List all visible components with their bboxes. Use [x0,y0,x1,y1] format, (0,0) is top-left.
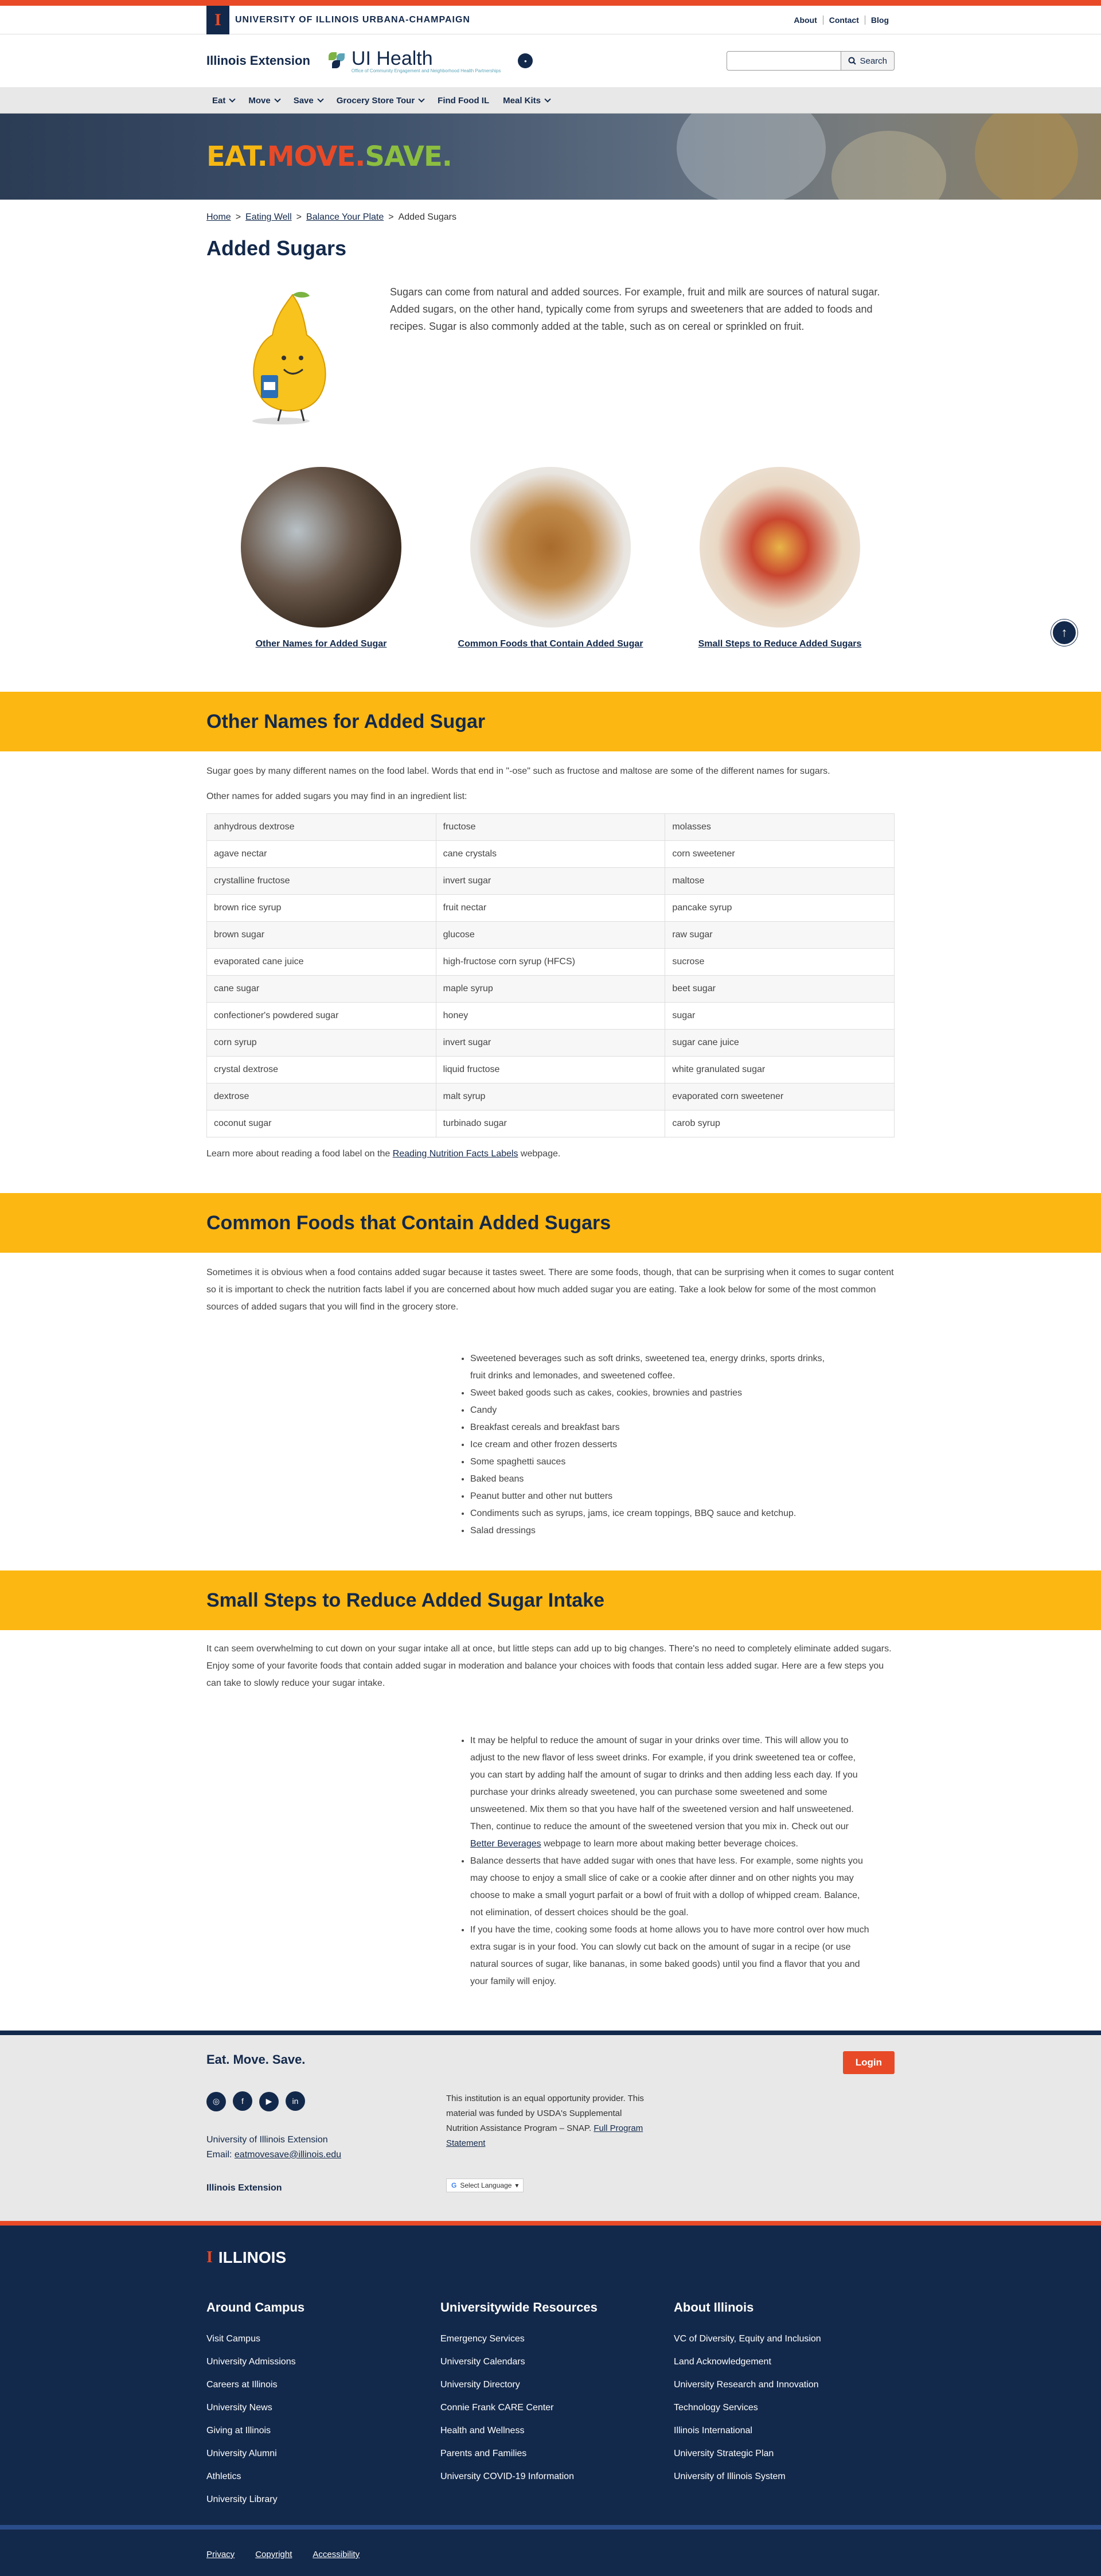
better-beverages-link[interactable]: Better Beverages [470,1839,541,1849]
list-item: • Ice cream and other frozen desserts [470,1436,837,1453]
university-brand[interactable] [206,6,470,34]
footer-link[interactable]: University Strategic Plan [674,2449,774,2458]
social-links [206,2091,312,2111]
table-cell: maltose [665,868,895,895]
table-cell: crystal dextrose [207,1057,436,1084]
footer-link[interactable]: University News [206,2403,272,2413]
full-program-statement-link[interactable]: Full Program Statement [446,2123,643,2148]
breadcrumb-home[interactable]: Home [206,212,231,222]
extension-logo[interactable]: Illinois Extension [206,53,310,68]
table-cell: molasses [665,814,895,841]
table-cell: invert sugar [436,1030,665,1057]
intro-section [206,283,895,432]
common-foods-p1: Sometimes it is obvious when a food contains added sugar because it tastes sweet. There are some foods, though, that can be surprising when it comes to sugar content so it is important to check the nutrition facts label if you are concerned about how much added sugar you are eating. Take a look below for some of the most common sources of added sugars that you will find in the grocery store. [206,1268,894,1312]
table-cell: carob syrup [665,1110,895,1137]
list-item: • If you have the time, cooking some foods at home allows you to have more control over how much extra sugar is in your food. You can slowly cut back on the amount of sugar in a recipe (or use natural sources of sugar, like bananas, in some baked goods) until you find a flavor that you and your family will enjoy. [470,1922,872,1990]
footer-col-resources: Universitywide Resources Emergency Services University Calendars University Directory Connie Frank CARE Center Health and Wellness Parents and Families University COVID-19 Information [440,2300,598,2488]
utility-links [788,15,895,25]
table-cell: liquid fructose [436,1057,665,1084]
topic-cards [206,467,895,649]
table-row [207,868,895,895]
other-names-p1: Sugar goes by many different names on the food label. Words that end in "-ose" such as fructose and maltose are some of the different names for sugars. [206,766,830,776]
footer-link[interactable]: Athletics [206,2472,241,2481]
list-item: • Salad dressings [470,1522,837,1540]
footer-brand: Eat. Move. Save. [206,2052,306,2067]
table-row [207,1110,895,1137]
section-small-steps-body [206,1640,895,1990]
search-button-label: Search [860,56,887,66]
back-to-top-button[interactable] [1051,619,1077,646]
language-select[interactable]: G Select Language ▾ [446,2179,524,2192]
breakfast-table-photo [700,467,860,628]
breadcrumb-eating-well[interactable]: Eating Well [245,212,292,222]
legal-links [206,2550,895,2559]
table-row [207,949,895,976]
table-cell: raw sugar [665,922,895,949]
footer-notice: This institution is an equal opportunity provider. This material was funded by USDA's Supplemental Nutrition Assistance Program – SNAP. Full Program Statement [446,2094,644,2148]
table-cell: white granulated sugar [665,1057,895,1084]
table-row [207,1084,895,1110]
privacy-link[interactable]: Privacy [206,2550,235,2559]
table-cell: brown sugar [207,922,436,949]
table-cell: maple syrup [436,976,665,1003]
table-cell: confectioner's powdered sugar [207,1003,436,1030]
table-row [207,895,895,922]
pear-mascot-illustration [206,283,378,432]
footer-link[interactable]: University Calendars [440,2357,525,2367]
hero-banner [0,114,1101,200]
uihealth-name: UI Health [351,47,433,69]
list-item: • Baked beans [470,1471,837,1488]
list-item: • Breakfast cereals and breakfast bars [470,1419,837,1436]
footer-contact: University of Illinois Extension Email: eatmovesave@illinois.edu [206,2133,341,2162]
footer-col-about: About Illinois VC of Diversity, Equity and Inclusion Land Acknowledgement University Research and Innovation Technology Services Illinois International University Strategic Plan University of Illinois System [674,2300,821,2488]
table-cell: crystalline fructose [207,868,436,895]
table-row [207,976,895,1003]
footer-link[interactable]: Emergency Services [440,2334,525,2344]
site-header [0,34,1101,87]
link-blog[interactable]: Blog [870,15,889,25]
list-item: • Sweet baked goods such as cakes, cookies, brownies and pastries [470,1385,837,1402]
chevron-down-icon [229,96,236,102]
footer-link[interactable]: Connie Frank CARE Center [440,2403,554,2413]
table-cell: malt syrup [436,1084,665,1110]
youtube-icon[interactable]: ▶ [259,2092,279,2111]
search-icon [848,57,856,65]
table-cell: agave nectar [207,841,436,868]
uihealth-subtitle: Office of Community Engagement and Neighborhood Health Partnerships [351,68,501,73]
footer-link[interactable]: Visit Campus [206,2334,260,2344]
section-other-names-title: Other Names for Added Sugar [206,710,486,732]
table-cell: fructose [436,814,665,841]
footer-link[interactable]: Giving at Illinois [206,2426,271,2435]
eat-move-save-logo: EAT.MOVE.SAVE. [206,141,452,173]
sugar-jars-photo [241,467,401,628]
section-other-names-header [0,692,1101,751]
nav-eat[interactable]: Eat [206,96,241,106]
partner-logos [206,49,533,73]
table-row [207,1003,895,1030]
footer-link[interactable]: University Admissions [206,2357,296,2367]
site-footer [0,2031,1101,2221]
small-steps-p1: It can seem overwhelming to cut down on your sugar intake all at once, but little steps can add up to big changes. There's no need to completely eliminate added sugars. Enjoy some of your favorite foods that contain added sugar in moderation and balance your choices with foods that contain less added sugar. Here are a few steps you can take to slowly reduce your sugar intake. [206,1644,892,1688]
table-cell: evaporated cane juice [207,949,436,976]
illinois-logo[interactable]: I ILLINOIS [206,2248,287,2266]
list-item: • Balance desserts that have added sugar with ones that have less. For example, some nights you may choose to enjoy a small slice of cake or a cookie after dinner and on other nights you may choose to make a small yogurt parfait or a bowl of fruit with a dollop of whipped cream. Balance, not elimination, of dessert choices should be the goal. [470,1853,872,1922]
table-row [207,1030,895,1057]
table-cell: dextrose [207,1084,436,1110]
footer-link[interactable]: VC of Diversity, Equity and Inclusion [674,2334,821,2344]
card-other-names[interactable] [206,467,436,649]
link-contact[interactable]: Contact [823,15,865,25]
section-small-steps-title: Small Steps to Reduce Added Sugar Intake [206,1589,605,1611]
uihealth-logo[interactable] [327,49,501,73]
table-cell: glucose [436,922,665,949]
accessibility-link[interactable]: Accessibility [313,2550,360,2559]
top-accent-stripe [0,0,1101,6]
card-common-foods-link[interactable]: Common Foods that Contain Added Sugar [458,639,643,649]
facebook-icon[interactable]: f [233,2091,252,2111]
intro-text: Sugars can come from natural and added sources. For example, fruit and milk are sources of natural sugar. Added sugars, on the other hand, typically come from syrups and sweeteners that are added to foods and recipes. Sugar is also commonly added at the table, such as on cereal or sprinkled on fruit. [390,286,880,332]
list-item: • Candy [470,1402,837,1419]
footer-link[interactable]: University Research and Innovation [674,2380,819,2390]
breadcrumb: Home > Eating Well > Balance Your Plate > Added Sugars [206,212,456,222]
main-content [206,200,895,649]
table-cell: fruit nectar [436,895,665,922]
table-row [207,1057,895,1084]
list-item: • Peanut butter and other nut butters [470,1488,837,1505]
chevron-down-icon [544,96,550,102]
login-button[interactable]: Login [843,2051,895,2074]
section-common-foods-body [206,1264,895,1540]
footer-extension[interactable]: Illinois Extension [206,2183,282,2193]
granola-bars-photo [470,467,631,628]
nav-grocery-store-tour[interactable]: Grocery Store Tour [330,96,431,106]
card-small-steps[interactable] [665,467,895,649]
small-steps-list [459,1732,872,1990]
footer-col-around-campus: Around Campus Visit Campus University Admissions Careers at Illinois University News Giving at Illinois University Alumni Athletics University Library [206,2300,304,2511]
footer-link[interactable]: Land Acknowledgement [674,2357,771,2367]
table-cell: turbinado sugar [436,1110,665,1137]
linkedin-icon[interactable]: in [286,2091,305,2111]
table-cell: invert sugar [436,868,665,895]
breadcrumb-balance-your-plate[interactable]: Balance Your Plate [306,212,384,222]
nutrition-labels-link[interactable]: Reading Nutrition Facts Labels [392,1149,518,1159]
chevron-down-icon [317,96,323,102]
table-cell: evaporated corn sweetener [665,1084,895,1110]
footer-link[interactable]: University Directory [440,2380,520,2390]
table-cell: brown rice syrup [207,895,436,922]
table-cell: pancake syrup [665,895,895,922]
search-form [727,51,895,71]
table-cell: honey [436,1003,665,1030]
card-common-foods[interactable] [436,467,665,649]
table-cell: corn syrup [207,1030,436,1057]
footer-link[interactable]: University COVID-19 Information [440,2472,574,2481]
footer-link[interactable]: Technology Services [674,2403,758,2413]
instagram-icon[interactable]: ◎ [206,2092,226,2111]
page-title: Added Sugars [206,236,347,260]
chevron-down-icon [274,96,280,102]
footer-link[interactable]: Careers at Illinois [206,2380,278,2390]
table-cell: sugar [665,1003,895,1030]
footer-address: University of Illinois Extension [206,2135,328,2145]
learn-more-text: Learn more about reading a food label on the Reading Nutrition Facts Labels webpage. [206,1149,561,1159]
list-item: • It may be helpful to reduce the amount of sugar in your drinks over time. This will allow you to adjust to the new flavor of less sweet drinks. For example, if you drink sweetened tea or coffee, you can start by adding half the amount of sugar to drinks and then adding less each day. If you purchase your drinks already sweetened, you can purchase some sweetened and some unsweetened. Mix them so that you have half of the sweetened version and half unsweetened. Then, continue to reduce the amount of the sweetened version that you mix in. Check out our Better Beverages webpage to learn more about making better beverage choices. [470,1732,872,1853]
section-other-names-body [206,763,895,1163]
arrow-up-icon: ↑ [1061,625,1068,640]
list-item: • Condiments such as syrups, jams, ice cream toppings, BBQ sauce and ketchup. [470,1505,837,1522]
partner-badge-icon: ● [518,53,533,68]
section-common-foods-title: Common Foods that Contain Added Sugars [206,1211,611,1234]
nav-save[interactable]: Save [287,96,330,106]
footer-link[interactable]: Health and Wellness [440,2426,525,2435]
section-small-steps-header [0,1570,1101,1630]
list-item: • Some spaghetti sauces [470,1453,837,1471]
list-item: • Sweetened beverages such as soft drinks, sweetened tea, energy drinks, sports drinks, fruit drinks and lemonades, and sweetened coffee. [470,1350,837,1385]
other-names-p2: Other names for added sugars you may find in an ingredient list: [206,792,467,801]
table-row [207,841,895,868]
table-cell: coconut sugar [207,1110,436,1137]
sugar-names-table [206,813,895,1137]
table-cell: cane crystals [436,841,665,868]
common-foods-list [459,1350,837,1540]
main-nav [0,87,1101,114]
uihealth-leaf-icon [327,51,347,71]
section-common-foods-header [0,1193,1101,1253]
footer-link[interactable]: University Library [206,2495,278,2504]
table-cell: anhydrous dextrose [207,814,436,841]
table-cell: sucrose [665,949,895,976]
table-cell: corn sweetener [665,841,895,868]
footer-email-link[interactable]: eatmovesave@illinois.edu [234,2150,342,2160]
nav-meal-kits[interactable]: Meal Kits [496,96,557,106]
chevron-down-icon [418,96,424,102]
footer-link[interactable]: University of Illinois System [674,2472,786,2481]
search-input[interactable] [727,51,841,71]
card-small-steps-link[interactable]: Small Steps to Reduce Added Sugars [698,639,862,649]
nav-find-food-il[interactable]: Find Food IL [438,95,490,106]
table-cell: beet sugar [665,976,895,1003]
footer-link[interactable]: Illinois International [674,2426,752,2435]
campus-footer [0,2221,1101,2576]
search-button[interactable] [841,51,895,71]
nav-move[interactable]: Move [241,96,286,106]
table-cell: cane sugar [207,976,436,1003]
table-row [207,922,895,949]
university-name: UNIVERSITY OF ILLINOIS URBANA-CHAMPAIGN [235,15,470,25]
copyright-link[interactable]: Copyright [255,2550,292,2559]
footer-link[interactable]: University Alumni [206,2449,277,2458]
table-cell: sugar cane juice [665,1030,895,1057]
breadcrumb-current: Added Sugars [398,212,456,222]
link-about[interactable]: About [788,15,823,25]
footer-link[interactable]: Parents and Families [440,2449,527,2458]
block-i-logo: I [206,6,229,34]
table-row [207,814,895,841]
university-bar [0,6,1101,34]
table-cell: high-fructose corn syrup (HFCS) [436,949,665,976]
card-other-names-link[interactable]: Other Names for Added Sugar [255,639,387,649]
